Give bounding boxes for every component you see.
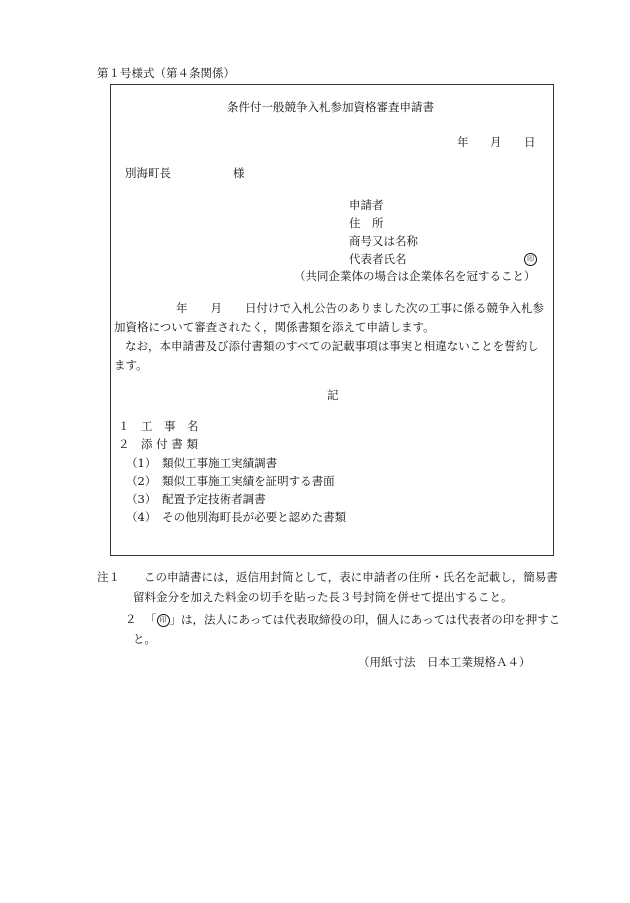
attachment-item: （3） 配置予定技術者調書 <box>126 492 266 506</box>
attachment-item: （2） 類似工事施工実績を証明する書面 <box>126 474 335 488</box>
addressee-name: 別海町長 <box>125 166 171 180</box>
seal-mark: 印 <box>157 614 170 627</box>
ki-heading: 記 <box>327 388 339 402</box>
applicant-address: 住 所 <box>349 216 384 230</box>
form-title: 条件付一般競争入札参加資格審査申請書 <box>227 100 434 114</box>
note2-label: ２ <box>125 612 137 626</box>
date-year: 年 <box>457 135 469 149</box>
attachment-item: （4） その他別海町長が必要と認めた書類 <box>126 510 347 524</box>
note2-line1-wrap <box>145 614 560 627</box>
date-day: 日 <box>524 135 536 149</box>
body-para1-line2: 加資格について審査されたく，関係書類を添えて申請します。 <box>114 320 435 334</box>
applicant-company: 商号又は名称 <box>349 234 418 248</box>
note2-quote-open: 「 <box>145 612 157 627</box>
item-construction-name: １ 工 事 名 <box>118 419 199 433</box>
body-para2-line2: ます。 <box>114 358 148 372</box>
seal-mark: 印 <box>524 253 537 266</box>
joint-venture-note: （共同企業体の場合は企業体名を冠すること） <box>294 269 536 283</box>
note2-line2: と。 <box>133 632 156 646</box>
note1-label: 注１ <box>97 570 120 584</box>
applicant-representative: 代表者氏名 <box>349 252 407 266</box>
body-para1-line1: 年 月 日付けで入札公告のありました次の工事に係る競争入札参 <box>176 301 544 315</box>
paper-size-note: （用紙寸法 日本工業規格Ａ４） <box>358 655 531 669</box>
addressee-honorific: 様 <box>233 166 245 180</box>
note1-line1: この申請書には，返信用封筒として，表に申請者の住所・氏名を記載し，簡易書 <box>144 570 558 584</box>
note2-line1: 」は，法人にあっては代表取締役の印，個人にあっては代表者の印を押すこ <box>169 612 561 627</box>
applicant-heading: 申請者 <box>349 198 384 212</box>
date-month: 月 <box>490 135 502 149</box>
item-attachments: ２ 添 付 書 類 <box>118 437 198 451</box>
form-number-label: 第１号様式（第４条関係） <box>97 66 235 80</box>
body-para2-line1: なお，本申請書及び添付書類のすべての記載事項は事実と相違ないことを誓約し <box>125 339 539 353</box>
attachment-item: （1） 類似工事施工実績調書 <box>126 456 278 470</box>
note1-line2: 留料金分を加えた料金の切手を貼った長３号封筒を併せて提出すること。 <box>133 590 513 604</box>
